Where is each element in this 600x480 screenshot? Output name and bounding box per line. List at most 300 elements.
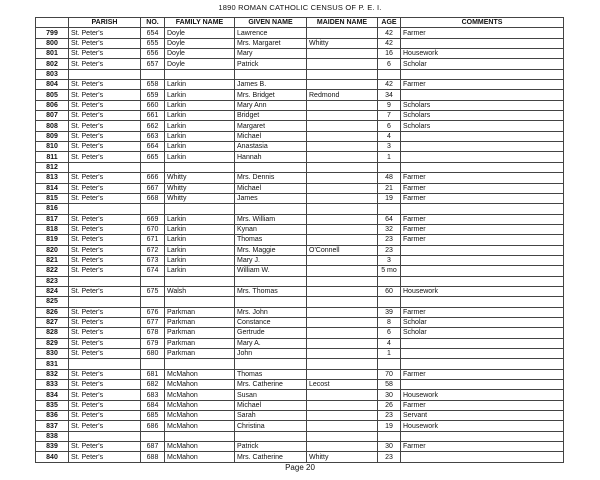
cell-given-name xyxy=(235,297,307,307)
table-row xyxy=(36,411,564,421)
cell-given-name: William W. xyxy=(235,266,307,276)
cell-age: 64 xyxy=(378,214,401,224)
cell-comments xyxy=(401,245,564,255)
cell-maiden-name xyxy=(307,421,378,431)
cell-given-name: Patrick xyxy=(235,442,307,452)
cell-age: 23 xyxy=(378,411,401,421)
cell-given-name: Mary xyxy=(235,49,307,59)
cell-parish: St. Peter's xyxy=(69,349,141,359)
cell-family-name: Whitty xyxy=(165,183,235,193)
cell-age: 3 xyxy=(378,142,401,152)
cell-no: 667 xyxy=(141,183,165,193)
header-comments: COMMENTS xyxy=(401,18,564,28)
cell-maiden-name xyxy=(307,224,378,234)
cell-no: 670 xyxy=(141,224,165,234)
cell-row-number: 828 xyxy=(36,328,69,338)
cell-age: 60 xyxy=(378,286,401,296)
cell-row-number: 837 xyxy=(36,421,69,431)
cell-family-name: Walsh xyxy=(165,286,235,296)
cell-no: 679 xyxy=(141,338,165,348)
cell-age: 8 xyxy=(378,317,401,327)
document-title: 1890 ROMAN CATHOLIC CENSUS OF P. E. I. xyxy=(218,3,382,12)
cell-maiden-name xyxy=(307,173,378,183)
cell-maiden-name xyxy=(307,359,378,369)
table-row xyxy=(36,204,564,214)
table-row xyxy=(36,173,564,183)
cell-comments: Housework xyxy=(401,49,564,59)
cell-maiden-name xyxy=(307,328,378,338)
cell-parish xyxy=(69,162,141,172)
cell-family-name: Larkin xyxy=(165,245,235,255)
cell-row-number: 823 xyxy=(36,276,69,286)
cell-age xyxy=(378,69,401,79)
cell-comments: Farmer xyxy=(401,442,564,452)
table-header-row xyxy=(36,18,564,28)
cell-no: 674 xyxy=(141,266,165,276)
cell-no: 664 xyxy=(141,142,165,152)
cell-given-name: Christina xyxy=(235,421,307,431)
cell-family-name: Larkin xyxy=(165,152,235,162)
cell-maiden-name xyxy=(307,235,378,245)
table-row xyxy=(36,328,564,338)
cell-maiden-name xyxy=(307,131,378,141)
cell-given-name: Thomas xyxy=(235,369,307,379)
cell-comments: Farmer xyxy=(401,369,564,379)
cell-family-name xyxy=(165,276,235,286)
cell-given-name xyxy=(235,276,307,286)
cell-comments: Farmer xyxy=(401,400,564,410)
cell-maiden-name: Whitty xyxy=(307,452,378,462)
cell-row-number: 831 xyxy=(36,359,69,369)
cell-comments: Farmer xyxy=(401,80,564,90)
cell-row-number: 805 xyxy=(36,90,69,100)
cell-row-number: 836 xyxy=(36,411,69,421)
cell-no xyxy=(141,276,165,286)
cell-comments xyxy=(401,276,564,286)
cell-age: 39 xyxy=(378,307,401,317)
table-row xyxy=(36,28,564,38)
cell-maiden-name xyxy=(307,214,378,224)
cell-parish: St. Peter's xyxy=(69,38,141,48)
cell-comments: Farmer xyxy=(401,307,564,317)
census-table xyxy=(35,17,564,463)
cell-maiden-name xyxy=(307,183,378,193)
cell-comments xyxy=(401,255,564,265)
cell-parish xyxy=(69,359,141,369)
cell-maiden-name xyxy=(307,59,378,69)
cell-parish: St. Peter's xyxy=(69,152,141,162)
cell-family-name: McMahon xyxy=(165,390,235,400)
cell-parish: St. Peter's xyxy=(69,90,141,100)
cell-parish: St. Peter's xyxy=(69,28,141,38)
cell-parish: St. Peter's xyxy=(69,111,141,121)
cell-given-name: Mrs. Dennis xyxy=(235,173,307,183)
table-row xyxy=(36,317,564,327)
cell-maiden-name: O'Connell xyxy=(307,245,378,255)
cell-given-name: Margaret xyxy=(235,121,307,131)
cell-family-name xyxy=(165,359,235,369)
cell-parish: St. Peter's xyxy=(69,142,141,152)
cell-given-name: Mrs. Maggie xyxy=(235,245,307,255)
cell-age: 34 xyxy=(378,90,401,100)
cell-given-name: Mrs. William xyxy=(235,214,307,224)
cell-parish: St. Peter's xyxy=(69,131,141,141)
cell-no: 680 xyxy=(141,349,165,359)
cell-family-name: Parkman xyxy=(165,349,235,359)
cell-age: 1 xyxy=(378,152,401,162)
cell-age: 30 xyxy=(378,390,401,400)
table-row xyxy=(36,359,564,369)
page-number: Page 20 xyxy=(285,463,315,472)
cell-age: 3 xyxy=(378,255,401,265)
cell-parish: St. Peter's xyxy=(69,173,141,183)
cell-no xyxy=(141,69,165,79)
cell-parish: St. Peter's xyxy=(69,224,141,234)
table-row xyxy=(36,442,564,452)
cell-family-name: Larkin xyxy=(165,255,235,265)
table-row xyxy=(36,349,564,359)
header-family-name: FAMILY NAME xyxy=(165,18,235,28)
cell-comments: Scholar xyxy=(401,317,564,327)
table-row xyxy=(36,80,564,90)
table-row xyxy=(36,266,564,276)
cell-given-name: Thomas xyxy=(235,235,307,245)
cell-no xyxy=(141,359,165,369)
cell-row-number: 833 xyxy=(36,380,69,390)
cell-no: 656 xyxy=(141,49,165,59)
cell-comments: Housework xyxy=(401,421,564,431)
cell-no: 665 xyxy=(141,152,165,162)
cell-given-name: Michael xyxy=(235,400,307,410)
cell-comments xyxy=(401,162,564,172)
cell-maiden-name xyxy=(307,307,378,317)
cell-given-name: Kynan xyxy=(235,224,307,234)
cell-row-number: 820 xyxy=(36,245,69,255)
cell-given-name: Susan xyxy=(235,390,307,400)
cell-family-name: Larkin xyxy=(165,142,235,152)
cell-age: 4 xyxy=(378,131,401,141)
cell-row-number: 824 xyxy=(36,286,69,296)
cell-comments: Farmer xyxy=(401,183,564,193)
cell-given-name: Mrs. Thomas xyxy=(235,286,307,296)
cell-maiden-name: Redmond xyxy=(307,90,378,100)
cell-family-name: Parkman xyxy=(165,328,235,338)
cell-given-name: Lawrence xyxy=(235,28,307,38)
cell-row-number: 809 xyxy=(36,131,69,141)
table-row xyxy=(36,142,564,152)
table-row xyxy=(36,121,564,131)
cell-no: 655 xyxy=(141,38,165,48)
cell-family-name: Larkin xyxy=(165,235,235,245)
cell-no: 677 xyxy=(141,317,165,327)
cell-parish: St. Peter's xyxy=(69,328,141,338)
cell-maiden-name xyxy=(307,276,378,286)
cell-row-number: 808 xyxy=(36,121,69,131)
cell-family-name: Doyle xyxy=(165,38,235,48)
table-row xyxy=(36,286,564,296)
cell-row-number: 826 xyxy=(36,307,69,317)
cell-parish xyxy=(69,69,141,79)
cell-age: 42 xyxy=(378,38,401,48)
cell-given-name: Sarah xyxy=(235,411,307,421)
cell-maiden-name xyxy=(307,266,378,276)
cell-family-name: Doyle xyxy=(165,49,235,59)
cell-row-number: 811 xyxy=(36,152,69,162)
cell-no: 676 xyxy=(141,307,165,317)
cell-age: 21 xyxy=(378,183,401,193)
cell-age: 30 xyxy=(378,442,401,452)
cell-age: 6 xyxy=(378,328,401,338)
cell-comments: Scholar xyxy=(401,59,564,69)
cell-maiden-name xyxy=(307,28,378,38)
cell-row-number: 806 xyxy=(36,100,69,110)
table-row xyxy=(36,338,564,348)
table-row xyxy=(36,38,564,48)
cell-maiden-name xyxy=(307,338,378,348)
cell-comments xyxy=(401,380,564,390)
cell-row-number: 829 xyxy=(36,338,69,348)
table-row xyxy=(36,214,564,224)
cell-given-name xyxy=(235,69,307,79)
cell-family-name: Parkman xyxy=(165,338,235,348)
cell-row-number: 840 xyxy=(36,452,69,462)
cell-given-name xyxy=(235,431,307,441)
cell-no: 687 xyxy=(141,442,165,452)
cell-no: 668 xyxy=(141,193,165,203)
cell-parish: St. Peter's xyxy=(69,421,141,431)
cell-comments: Farmer xyxy=(401,193,564,203)
cell-row-number: 810 xyxy=(36,142,69,152)
cell-family-name: Parkman xyxy=(165,317,235,327)
cell-row-number: 812 xyxy=(36,162,69,172)
cell-maiden-name xyxy=(307,286,378,296)
cell-age xyxy=(378,162,401,172)
cell-maiden-name xyxy=(307,142,378,152)
cell-no: 663 xyxy=(141,131,165,141)
cell-no: 661 xyxy=(141,111,165,121)
table-row xyxy=(36,193,564,203)
cell-row-number: 839 xyxy=(36,442,69,452)
cell-maiden-name xyxy=(307,400,378,410)
cell-comments xyxy=(401,38,564,48)
header-no: NO. xyxy=(141,18,165,28)
cell-row-number: 815 xyxy=(36,193,69,203)
cell-family-name: Whitty xyxy=(165,193,235,203)
cell-comments: Scholars xyxy=(401,100,564,110)
cell-maiden-name xyxy=(307,100,378,110)
cell-no: 685 xyxy=(141,411,165,421)
cell-maiden-name xyxy=(307,69,378,79)
cell-row-number: 807 xyxy=(36,111,69,121)
cell-given-name: John xyxy=(235,349,307,359)
cell-age: 58 xyxy=(378,380,401,390)
cell-comments xyxy=(401,431,564,441)
cell-age: 5 mo xyxy=(378,266,401,276)
cell-maiden-name xyxy=(307,390,378,400)
cell-parish: St. Peter's xyxy=(69,183,141,193)
cell-parish: St. Peter's xyxy=(69,380,141,390)
cell-given-name: Mary A. xyxy=(235,338,307,348)
cell-given-name: Michael xyxy=(235,131,307,141)
table-row xyxy=(36,235,564,245)
cell-age xyxy=(378,431,401,441)
cell-parish: St. Peter's xyxy=(69,214,141,224)
cell-comments: Scholars xyxy=(401,111,564,121)
cell-no: 660 xyxy=(141,100,165,110)
cell-row-number: 799 xyxy=(36,28,69,38)
cell-maiden-name xyxy=(307,111,378,121)
cell-given-name: Hannah xyxy=(235,152,307,162)
cell-parish: St. Peter's xyxy=(69,452,141,462)
cell-age: 16 xyxy=(378,49,401,59)
table-row xyxy=(36,152,564,162)
cell-row-number: 830 xyxy=(36,349,69,359)
cell-no xyxy=(141,162,165,172)
cell-age: 70 xyxy=(378,369,401,379)
cell-row-number: 827 xyxy=(36,317,69,327)
cell-age: 32 xyxy=(378,224,401,234)
cell-age: 23 xyxy=(378,452,401,462)
cell-parish xyxy=(69,431,141,441)
cell-given-name: James xyxy=(235,193,307,203)
cell-comments xyxy=(401,349,564,359)
cell-maiden-name xyxy=(307,152,378,162)
cell-parish xyxy=(69,297,141,307)
cell-family-name: Larkin xyxy=(165,80,235,90)
table-row xyxy=(36,224,564,234)
cell-no: 666 xyxy=(141,173,165,183)
cell-parish: St. Peter's xyxy=(69,121,141,131)
cell-parish: St. Peter's xyxy=(69,235,141,245)
cell-given-name: Bridget xyxy=(235,111,307,121)
table-row xyxy=(36,111,564,121)
cell-comments xyxy=(401,338,564,348)
table-row xyxy=(36,69,564,79)
cell-given-name: James B. xyxy=(235,80,307,90)
cell-no: 678 xyxy=(141,328,165,338)
table-row xyxy=(36,59,564,69)
cell-no: 671 xyxy=(141,235,165,245)
cell-age: 9 xyxy=(378,100,401,110)
cell-given-name: Michael xyxy=(235,183,307,193)
cell-given-name: Mary J. xyxy=(235,255,307,265)
cell-maiden-name xyxy=(307,121,378,131)
cell-comments xyxy=(401,131,564,141)
cell-family-name: Larkin xyxy=(165,111,235,121)
cell-age: 23 xyxy=(378,235,401,245)
cell-no: 654 xyxy=(141,28,165,38)
cell-no: 673 xyxy=(141,255,165,265)
cell-age: 19 xyxy=(378,421,401,431)
cell-age: 42 xyxy=(378,80,401,90)
header-maiden-name: MAIDEN NAME xyxy=(307,18,378,28)
cell-given-name: Mrs. Catherine xyxy=(235,452,307,462)
cell-given-name: Mrs. Margaret xyxy=(235,38,307,48)
cell-maiden-name xyxy=(307,411,378,421)
cell-age: 1 xyxy=(378,349,401,359)
cell-given-name: Mrs. Bridget xyxy=(235,90,307,100)
cell-age: 23 xyxy=(378,245,401,255)
cell-no xyxy=(141,204,165,214)
cell-comments: Farmer xyxy=(401,224,564,234)
table-row xyxy=(36,276,564,286)
cell-family-name: Doyle xyxy=(165,59,235,69)
cell-given-name: Mrs. Catherine xyxy=(235,380,307,390)
cell-given-name: Mary Ann xyxy=(235,100,307,110)
cell-given-name: Gertrude xyxy=(235,328,307,338)
cell-comments xyxy=(401,69,564,79)
cell-no: 681 xyxy=(141,369,165,379)
table-row xyxy=(36,100,564,110)
cell-age: 7 xyxy=(378,111,401,121)
cell-comments xyxy=(401,142,564,152)
cell-maiden-name xyxy=(307,317,378,327)
table-body xyxy=(36,28,564,462)
cell-row-number: 835 xyxy=(36,400,69,410)
table-row xyxy=(36,245,564,255)
cell-family-name: Larkin xyxy=(165,266,235,276)
cell-family-name xyxy=(165,204,235,214)
cell-comments: Housework xyxy=(401,286,564,296)
cell-family-name: McMahon xyxy=(165,380,235,390)
cell-given-name xyxy=(235,162,307,172)
cell-family-name: McMahon xyxy=(165,400,235,410)
cell-age xyxy=(378,276,401,286)
cell-family-name xyxy=(165,297,235,307)
cell-comments xyxy=(401,152,564,162)
cell-maiden-name xyxy=(307,297,378,307)
cell-age: 4 xyxy=(378,338,401,348)
cell-family-name: McMahon xyxy=(165,452,235,462)
cell-family-name xyxy=(165,69,235,79)
cell-comments: Farmer xyxy=(401,214,564,224)
cell-parish: St. Peter's xyxy=(69,255,141,265)
cell-maiden-name xyxy=(307,162,378,172)
cell-comments: Scholars xyxy=(401,121,564,131)
cell-parish: St. Peter's xyxy=(69,286,141,296)
cell-row-number: 834 xyxy=(36,390,69,400)
cell-parish: St. Peter's xyxy=(69,193,141,203)
cell-no xyxy=(141,431,165,441)
cell-family-name: Larkin xyxy=(165,121,235,131)
cell-row-number: 800 xyxy=(36,38,69,48)
cell-row-number: 802 xyxy=(36,59,69,69)
cell-row-number: 825 xyxy=(36,297,69,307)
header-row-number xyxy=(36,18,69,28)
cell-age xyxy=(378,297,401,307)
cell-parish: St. Peter's xyxy=(69,400,141,410)
cell-no: 688 xyxy=(141,452,165,462)
cell-maiden-name xyxy=(307,442,378,452)
cell-maiden-name: Whitty xyxy=(307,38,378,48)
cell-maiden-name xyxy=(307,193,378,203)
cell-family-name xyxy=(165,431,235,441)
cell-row-number: 832 xyxy=(36,369,69,379)
table-row xyxy=(36,90,564,100)
cell-family-name xyxy=(165,162,235,172)
table-row xyxy=(36,421,564,431)
cell-row-number: 838 xyxy=(36,431,69,441)
header-parish: PARISH xyxy=(69,18,141,28)
cell-parish: St. Peter's xyxy=(69,245,141,255)
cell-row-number: 814 xyxy=(36,183,69,193)
cell-parish: St. Peter's xyxy=(69,49,141,59)
cell-family-name: Doyle xyxy=(165,28,235,38)
table-row xyxy=(36,49,564,59)
table-row xyxy=(36,369,564,379)
cell-age: 19 xyxy=(378,193,401,203)
cell-maiden-name xyxy=(307,431,378,441)
